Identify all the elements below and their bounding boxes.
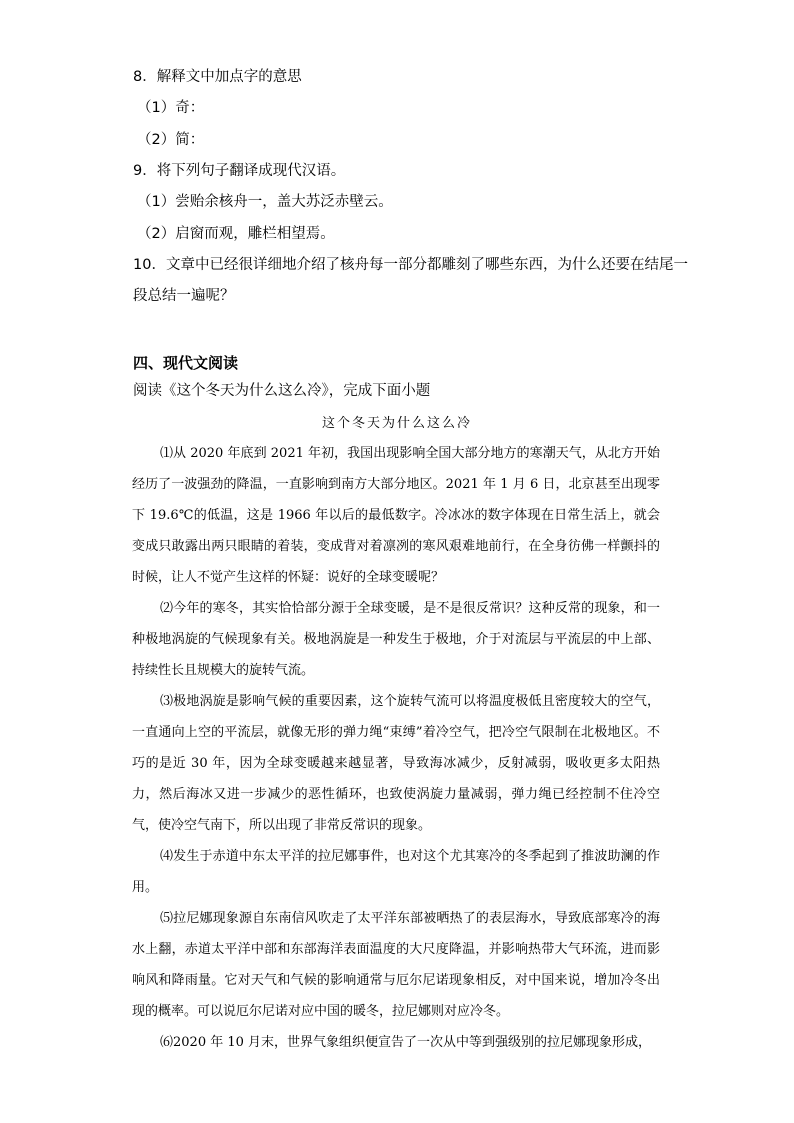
article-paragraph-1: ⑴从 2020 年底到 2021 年初，我国出现影响全国大部分地方的寒潮天气，从北方开始经历了一波强劲的降温，一直影响到南方大部分地区。2021 年 1 月 6 日，北京甚至出现零下 19.6℃的低温，这是 1966 年以后的最低数字。冷冰冰的数字体现在日常生活上，就会变成只敢露出两只眼睛的着装，变成背对着凛冽的寒风艰难地前行，在全身彷佛一样颤抖的时候，让人不觉产生这样的怀疑：说好的全球变暖呢？ — [132, 446, 660, 585]
question-10-line-1: 10．文章中已经很详细地介绍了核舟每一部分都雕刻了哪些东西，为什么还要在结尾一 — [133, 257, 688, 273]
article-paragraph-2: ⑵今年的寒冬，其实恰恰部分源于全球变暖，是不是很反常识？这种反常的现象，和一种极地涡旋的气候现象有关。极地涡旋是一种发生于极地，介于对流层与平流层的中上部、持续性长且规模大的旋转气流。 — [132, 601, 660, 678]
section-title: 四、现代文阅读 — [133, 354, 239, 372]
question-9: 9．将下列句子翻译成现代汉语。 — [133, 163, 346, 179]
question-9-item-2: （2）启窗而观，雕栏相望焉。 — [137, 226, 335, 242]
article-paragraph-4: ⑷发生于赤道中东太平洋的拉尼娜事件，也对这个尤其寒冷的冬季起到了推波助澜的作用。 — [132, 849, 660, 895]
article-paragraph-3: ⑶极地涡旋是影响气候的重要因素，这个旋转气流可以将温度极低且密度较大的空气，一直通向上空的平流层，就像无形的弹力绳“束缚”着冷空气，把冷空气限制在北极地区。不巧的是近 30 年，因为全球变暖越来越显著，导致海冰减少，反射减弱，吸收更多太阳热力，然后海冰又进一步减少的恶性循环，也致使涡旋力量减弱，弹力绳已经控制不住冷空气，使冷空气南下，所以出现了非常反常识的现象。 — [132, 694, 660, 833]
section-intro: 阅读《这个冬天为什么这么冷》，完成下面小题 — [133, 383, 431, 399]
question-10-line-2: 段总结一遍呢？ — [133, 288, 235, 304]
question-9-item-1: （1）尝贻余核舟一，盖大苏泛赤壁云。 — [137, 194, 393, 210]
question-8: 8．解释文中加点字的意思 — [133, 69, 302, 85]
article-title: 这个冬天为什么这么冷 — [321, 416, 472, 431]
article-paragraph-6: ⑹2020 年 10 月末，世界气象组织便宣告了一次从中等到强级别的拉尼娜现象形成， — [160, 1035, 652, 1050]
question-8-item-1: （1）奇： — [137, 100, 205, 116]
question-8-item-2: （2）简： — [137, 132, 205, 148]
article-paragraph-5: ⑸拉尼娜现象源自东南信风吹走了太平洋东部被晒热了的表层海水，导致底部寒冷的海水上翻，赤道太平洋中部和东部海洋表面温度的大尺度降温，并影响热带大气环流，进而影响风和降雨量。它对天气和气候的影响通常与厄尔尼诺现象相反，对中国来说，增加冷冬出现的概率。可以说厄尔尼诺对应中国的暖冬，拉尼娜则对应冷冬。 — [132, 911, 660, 1019]
